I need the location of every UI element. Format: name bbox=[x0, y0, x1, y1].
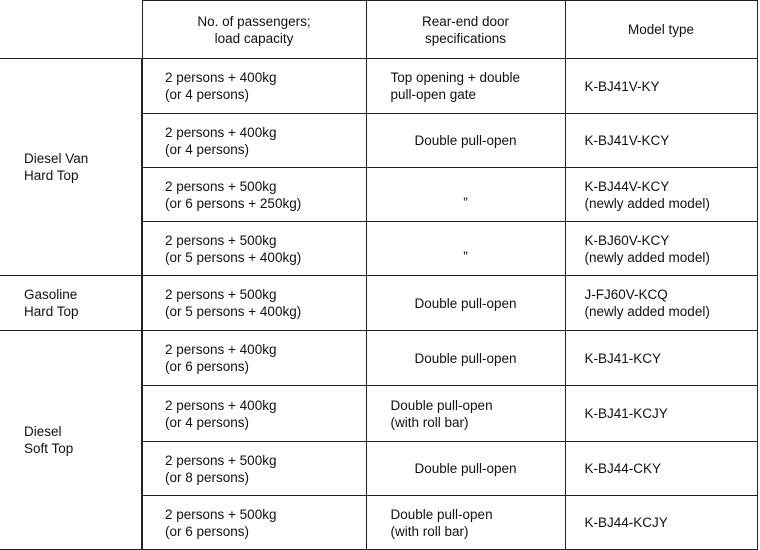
passengers-cell-line: (or 4 persons) bbox=[165, 414, 250, 430]
passengers-cell-line: (or 8 persons) bbox=[165, 469, 250, 485]
passengers-cell-line: 2 persons + 400kg bbox=[165, 342, 277, 357]
passengers-cell-line: (or 4 persons) bbox=[165, 141, 250, 157]
model-type-cell bbox=[565, 222, 757, 276]
passengers-cell-line: 2 persons + 500kg bbox=[165, 178, 277, 194]
door-spec-cell bbox=[366, 442, 565, 496]
vehicle-group-label: Hard Top bbox=[24, 168, 79, 183]
header-passengers-line: load capacity bbox=[214, 30, 294, 46]
vehicle-group-label: Diesel bbox=[24, 424, 62, 439]
door-spec-cell-line: „ bbox=[463, 187, 468, 202]
header-model bbox=[565, 1, 757, 59]
passengers-cell-line: 2 persons + 400kg bbox=[165, 124, 277, 140]
model-type-cell-line: K-BJ41V-KY bbox=[584, 78, 660, 94]
vehicle-group-label: Hard Top bbox=[24, 304, 79, 319]
model-type-cell-line: K-BJ41-KCJY bbox=[584, 406, 668, 421]
header-corner bbox=[0, 1, 142, 59]
model-type-cell-line: K-BJ44V-KCY bbox=[584, 178, 670, 194]
passengers-cell bbox=[142, 59, 366, 114]
header-passengers bbox=[142, 1, 366, 59]
passengers-cell bbox=[142, 222, 366, 276]
table-row bbox=[0, 331, 757, 386]
door-spec-cell bbox=[366, 114, 565, 168]
model-type-cell bbox=[565, 386, 757, 442]
passengers-cell-line: 2 persons + 400kg bbox=[165, 70, 277, 85]
model-type-cell bbox=[565, 331, 757, 386]
passengers-cell bbox=[142, 442, 366, 496]
model-type-cell bbox=[565, 59, 757, 114]
vehicle-group-label: Diesel Van bbox=[24, 151, 89, 166]
passengers-cell-line: 2 persons + 500kg bbox=[165, 506, 277, 522]
door-spec-cell bbox=[366, 386, 565, 442]
model-type-cell-line: (newly added model) bbox=[584, 304, 710, 319]
door-spec-cell-line: Double pull-open bbox=[390, 506, 493, 522]
model-type-cell-line: K-BJ44-CKY bbox=[584, 461, 662, 476]
header-row bbox=[0, 1, 757, 59]
model-type-cell-line: (newly added model) bbox=[584, 249, 710, 265]
passengers-cell-line: 2 persons + 500kg bbox=[165, 232, 277, 248]
door-spec-cell-line: Top opening + double bbox=[390, 70, 520, 85]
door-spec-cell-line: Double pull-open bbox=[414, 295, 517, 311]
door-spec-cell-line: Double pull-open bbox=[390, 397, 493, 413]
door-spec-cell bbox=[366, 276, 565, 331]
model-type-cell bbox=[565, 442, 757, 496]
door-spec-cell bbox=[366, 222, 565, 276]
vehicle-group-label: Gasoline bbox=[24, 287, 78, 302]
door-spec-cell-line: Double pull-open bbox=[414, 350, 517, 366]
vehicle-group-label: Soft Top bbox=[24, 441, 74, 456]
passengers-cell-line: 2 persons + 500kg bbox=[165, 287, 277, 302]
model-type-cell bbox=[565, 496, 757, 550]
model-type-cell bbox=[565, 168, 757, 222]
header-door bbox=[366, 1, 565, 59]
passengers-cell bbox=[142, 386, 366, 442]
passengers-cell-line: (or 5 persons + 400kg) bbox=[165, 304, 302, 319]
passengers-cell-line: (or 5 persons + 400kg) bbox=[165, 249, 302, 265]
door-spec-cell-line: Double pull-open bbox=[414, 461, 517, 476]
door-spec-cell bbox=[366, 59, 565, 114]
vehicle-group-cell bbox=[0, 276, 142, 331]
door-spec-cell bbox=[366, 168, 565, 222]
table-body bbox=[0, 59, 757, 550]
passengers-cell-line: (or 4 persons) bbox=[165, 87, 250, 102]
passengers-cell-line: (or 6 persons + 250kg) bbox=[165, 195, 302, 211]
vehicle-group-cell bbox=[0, 59, 142, 276]
door-spec-cell-line: Double pull-open bbox=[414, 133, 517, 148]
passengers-cell bbox=[142, 496, 366, 550]
model-type-cell-line: J-FJ60V-KCQ bbox=[584, 287, 668, 302]
header-model-line: Model type bbox=[627, 22, 695, 37]
table-row bbox=[0, 59, 757, 114]
header-door-line: specifications bbox=[424, 30, 507, 46]
door-spec-cell-line: pull-open gate bbox=[390, 87, 477, 102]
door-spec-cell-line: (with roll bar) bbox=[390, 414, 469, 430]
door-spec-cell bbox=[366, 496, 565, 550]
model-type-cell-line: K-BJ41-KCY bbox=[584, 350, 662, 366]
passengers-cell-line: (or 6 persons) bbox=[165, 359, 250, 374]
door-spec-cell-line: (with roll bar) bbox=[390, 523, 469, 539]
passengers-cell bbox=[142, 276, 366, 331]
header-passengers-line: No. of passengers; bbox=[197, 13, 311, 29]
passengers-cell bbox=[142, 168, 366, 222]
passengers-cell-line: (or 6 persons) bbox=[165, 523, 250, 539]
passengers-cell-line: 2 persons + 400kg bbox=[165, 397, 277, 413]
header-door-line: Rear-end door bbox=[421, 13, 510, 29]
model-type-cell bbox=[565, 114, 757, 168]
passengers-cell-line: 2 persons + 500kg bbox=[165, 452, 277, 468]
passengers-cell bbox=[142, 114, 366, 168]
model-type-cell-line: K-BJ41V-KCY bbox=[584, 133, 670, 148]
door-spec-cell-line: „ bbox=[463, 241, 468, 256]
model-type-cell bbox=[565, 276, 757, 331]
table-row bbox=[0, 276, 757, 331]
door-spec-cell bbox=[366, 331, 565, 386]
vehicle-group-cell bbox=[0, 331, 142, 550]
model-type-cell-line: (newly added model) bbox=[584, 195, 710, 211]
model-type-cell-line: K-BJ44-KCJY bbox=[584, 515, 668, 530]
model-type-cell-line: K-BJ60V-KCY bbox=[584, 232, 670, 248]
passengers-cell bbox=[142, 331, 366, 386]
